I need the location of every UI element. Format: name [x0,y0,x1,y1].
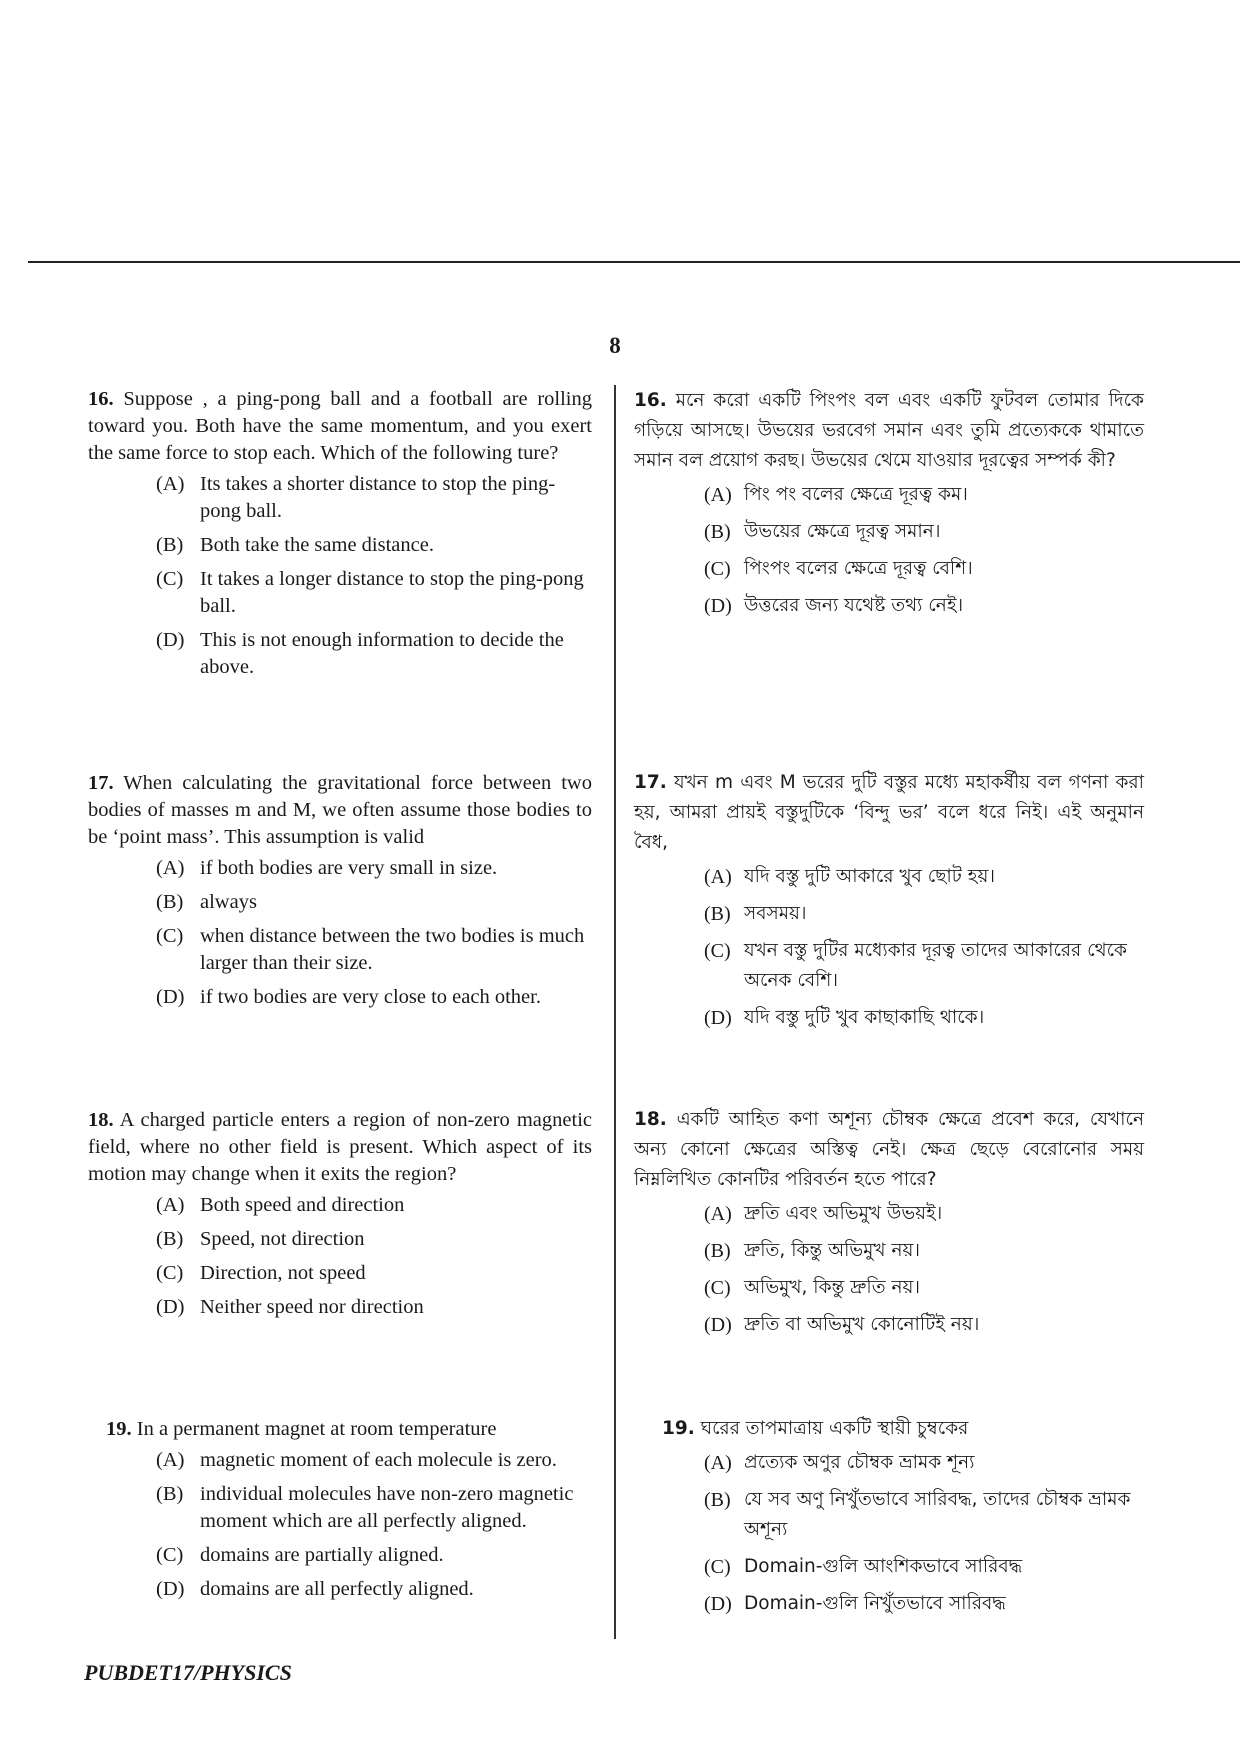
option-a[interactable] [704,1448,1144,1478]
option-text: যে সব অণু নিখুঁতভাবে সারিবদ্ধ, তাদের চৌম্বক ভ্রামক অশূন্য [744,1489,1131,1540]
options-list [88,1447,592,1603]
option-label: (D) [704,595,732,617]
option-text: অভিমুখ, কিন্তু দ্রুতি নয়। [744,1277,921,1298]
option-text: দ্রুতি, কিন্তু অভিমুখ নয়। [744,1240,921,1261]
option-d[interactable] [704,1003,1144,1033]
option-text: যদি বস্তু দুটি খুব কাছাকাছি থাকে। [744,1007,985,1028]
option-label: (A) [704,1452,732,1474]
option-a[interactable] [156,1447,592,1474]
option-label: (D) [704,1593,732,1615]
question-stem: When calculating the gravitational force between two bodies of masses m and M, we often assume those bodies to be ‘point mass’. This assumption is valid [88,772,592,848]
option-b[interactable] [704,517,1144,547]
question-18-bn [634,1105,1144,1347]
option-c[interactable] [156,923,592,977]
option-c[interactable] [704,1273,1144,1303]
top-rule [28,261,1240,263]
option-d[interactable] [156,984,592,1011]
option-b[interactable] [156,532,592,559]
option-a[interactable] [156,1192,592,1219]
option-text: যখন বস্তু দুটির মধ্যেকার দূরত্ব তাদের আকারের থেকে অনেক বেশি। [744,940,1127,991]
option-text: It takes a longer distance to stop the ping-pong ball. [200,568,584,617]
option-text: পিংপং বলের ক্ষেত্রে দূরত্ব বেশি। [744,558,973,579]
option-label: (D) [156,986,185,1008]
option-d[interactable] [704,1310,1144,1340]
option-label: (C) [704,558,731,580]
option-label: (B) [704,521,731,543]
option-label: (C) [156,925,184,947]
option-c[interactable] [156,1542,592,1569]
option-d[interactable] [704,591,1144,621]
question-17-bn [634,768,1144,1040]
option-text: Both speed and direction [200,1194,405,1216]
option-b[interactable] [156,1226,592,1253]
question-stem: একটি আহিত কণা অশূন্য চৌম্বক ক্ষেত্রে প্রবেশ করে, যেখানে অন্য কোনো ক্ষেত্রের অস্তিত্ব নেই। ক্ষেত্র ছেড়ে বেরোনোর সময় নিম্নলিখিত কোনটির পরিবর্তন হতে পারে? [634,1109,1144,1190]
option-label: (C) [704,940,731,962]
option-text: magnetic moment of each molecule is zero. [200,1449,557,1471]
option-text: always [200,891,257,913]
options-list [634,1199,1144,1340]
option-text: দ্রুতি বা অভিমুখ কোনোটিই নয়। [744,1314,980,1335]
option-text: when distance between the two bodies is much larger than their size. [200,925,585,974]
option-label: (D) [704,1314,732,1336]
option-label: (B) [704,903,731,925]
option-d[interactable] [156,1294,592,1321]
option-label: (A) [156,857,185,879]
options-list [88,1192,592,1321]
option-label: (A) [156,1194,185,1216]
option-label: (C) [156,1544,184,1566]
option-label: (D) [156,1296,185,1318]
option-label: (A) [704,866,732,888]
question-16-en [88,386,592,688]
question-16-bn [634,386,1144,628]
option-text: সবসময়। [744,903,807,924]
option-text: দ্রুতি এবং অভিমুখ উভয়ই। [744,1203,943,1224]
question-number: 16. [634,390,667,411]
option-text: উত্তরের জন্য যথেষ্ট তথ্য নেই। [744,595,964,616]
option-label: (B) [704,1240,731,1262]
option-text: Both take the same distance. [200,534,434,556]
option-label: (C) [704,1556,731,1578]
question-stem: মনে করো একটি পিংপং বল এবং একটি ফুটবল তোমার দিকে গড়িয়ে আসছে। উভয়ের ভরবেগ সমান এবং তুমি প্রত্যেককে থামাতে সমান বল প্রয়োগ করছ। উভয়ের থেমে যাওয়ার দূরত্বের সম্পর্ক কী? [634,390,1144,471]
option-label: (C) [704,1277,731,1299]
options-list [88,855,592,1011]
option-label: (B) [156,534,184,556]
option-text: উভয়ের ক্ষেত্রে দূরত্ব সমান। [744,521,941,542]
option-c[interactable] [704,554,1144,584]
option-label: (A) [156,473,185,495]
option-label: (B) [156,1228,184,1250]
option-text: Domain-গুলি নিখুঁতভাবে সারিবদ্ধ [744,1593,1006,1614]
option-text: if two bodies are very close to each other. [200,986,541,1008]
column-divider [614,385,616,1639]
option-text: যদি বস্তু দুটি আকারে খুব ছোট হয়। [744,866,995,887]
question-17-en [88,770,592,1018]
option-a[interactable] [156,471,592,525]
options-list [88,471,592,681]
question-stem: ঘরের তাপমাত্রায় একটি স্থায়ী চুম্বকের [700,1418,969,1439]
option-a[interactable] [704,480,1144,510]
option-c[interactable] [704,1552,1144,1582]
question-stem: In a permanent magnet at room temperature [136,1418,497,1440]
option-c[interactable] [156,566,592,620]
options-list [634,1448,1144,1619]
option-b[interactable] [704,1236,1144,1266]
option-a[interactable] [704,1199,1144,1229]
option-d[interactable] [156,627,592,681]
footer-code: PUBDET17/PHYSICS [84,1660,292,1685]
option-c[interactable] [704,936,1144,996]
question-number: 17. [88,772,114,794]
question-19-bn [634,1414,1144,1626]
option-text: Speed, not direction [200,1228,365,1250]
question-stem: Suppose , a ping-pong ball and a football are rolling toward you. Both have the same momentum, and you exert the same force to stop each. Which of the following ture? [88,388,592,464]
options-list [634,862,1144,1033]
option-b[interactable] [704,1485,1144,1545]
option-text: Neither speed nor direction [200,1296,424,1318]
option-text: পিং পং বলের ক্ষেত্রে দূরত্ব কম। [744,484,968,505]
option-text: প্রত্যেক অণুর চৌম্বক ভ্রামক শূন্য [744,1452,975,1473]
option-a[interactable] [704,862,1144,892]
option-b[interactable] [156,1481,592,1535]
option-label: (D) [156,1578,185,1600]
question-number: 17. [634,772,667,793]
option-label: (A) [704,484,732,506]
option-b[interactable] [156,889,592,916]
option-label: (C) [156,568,184,590]
question-number: 18. [88,1109,114,1131]
page-number: 8 [609,333,621,358]
option-label: (C) [156,1262,184,1284]
option-text: domains are partially aligned. [200,1544,444,1566]
option-d[interactable] [704,1589,1144,1619]
option-text: Domain-গুলি আংশিকভাবে সারিবদ্ধ [744,1556,1023,1577]
option-text: domains are all perfectly aligned. [200,1578,474,1600]
option-text: if both bodies are very small in size. [200,857,498,879]
option-d[interactable] [156,1576,592,1603]
question-stem: যখন m এবং M ভরের দুটি বস্তুর মধ্যে মহাকর্ষীয় বল গণনা করা হয়, আমরা প্রায়ই বস্তুদুটিকে ‘বিন্দু ভর’ বলে ধরে নিই। এই অনুমান বৈধ, [634,772,1144,853]
option-label: (B) [156,1483,184,1505]
option-label: (B) [704,1489,731,1511]
option-b[interactable] [704,899,1144,929]
option-text: Direction, not speed [200,1262,366,1284]
question-number: 16. [88,388,114,410]
question-stem: A charged particle enters a region of non-zero magnetic field, where no other field is present. Which aspect of its motion may change when it exits the region? [88,1109,592,1185]
option-label: (A) [156,1449,185,1471]
option-label: (D) [156,629,185,651]
question-number: 18. [634,1109,667,1130]
option-label: (B) [156,891,184,913]
question-18-en [88,1107,592,1328]
options-list [634,480,1144,621]
option-label: (A) [704,1203,732,1225]
option-text: individual molecules have non-zero magnetic moment which are all perfectly aligned. [200,1483,574,1532]
option-text: Its takes a shorter distance to stop the ping-pong ball. [200,473,556,522]
question-number: 19. [662,1418,695,1439]
question-19-en [88,1416,592,1610]
option-label: (D) [704,1007,732,1029]
option-a[interactable] [156,855,592,882]
question-number: 19. [106,1418,132,1440]
option-c[interactable] [156,1260,592,1287]
option-text: This is not enough information to decide the above. [200,629,564,678]
